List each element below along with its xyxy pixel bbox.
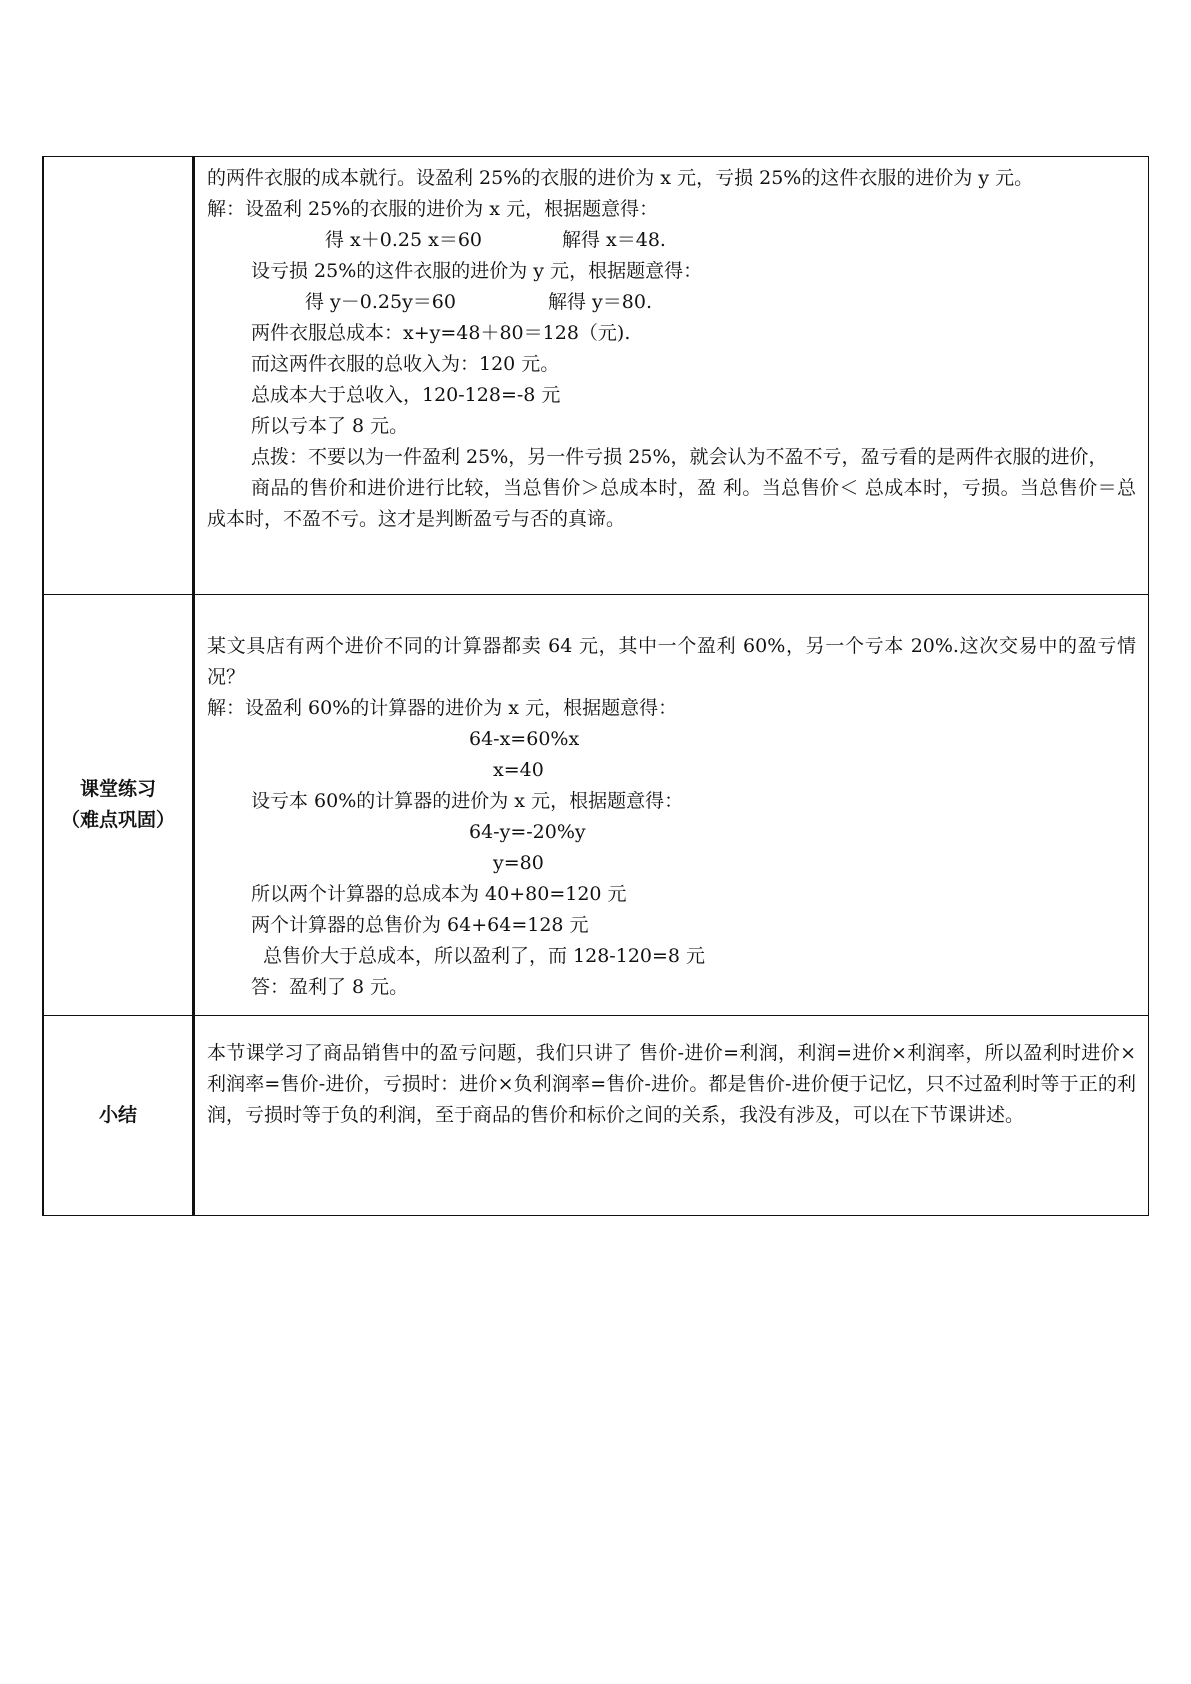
equation-line: 64-x=60%x — [469, 728, 580, 750]
lesson-plan-table — [42, 156, 1149, 1216]
equation-line: 64-y=-20%y — [469, 821, 586, 843]
text-line: 设亏损 25%的这件衣服的进价为 y 元，根据题意得： — [251, 260, 703, 282]
text-line: 解：设盈利 60%的计算器的进价为 x 元，根据题意得： — [207, 697, 678, 719]
answer-line: 答：盈利了 8 元。 — [251, 976, 409, 998]
text-line: 设亏本 60%的计算器的进价为 x 元，根据题意得： — [251, 790, 684, 812]
lesson-plan-page — [42, 156, 1149, 1216]
text-line: 所以亏本了 8 元。 — [251, 415, 409, 437]
text-line: 两件衣服总成本：x+y=48＋80＝128（元). — [251, 322, 631, 344]
summary-text: 本节课学习了商品销售中的盈亏问题，我们只讲了 售价-进价=利润，利润=进价×利润率，所以盈利时进价×利润率=售价-进价，亏损时：进价×负利润率=售价-进价。都是售价-进价便于记忆，只不过盈利时等于正的利润，亏损时等于负的利润，至于商品的售价和标价之间的关系，我没有涉及，可以在下节课讲述。 — [207, 1042, 1136, 1126]
text-line: 而这两件衣服的总收入为：120 元。 — [251, 353, 560, 375]
text-line: 的两件衣服的成本就行。设盈利 25%的衣服的进价为 x 元，亏损 25%的这件衣服的进价为 y 元。 — [207, 167, 1034, 189]
table-row — [43, 157, 1149, 595]
row-label-empty — [43, 157, 194, 595]
text-line: 所以两个计算器的总成本为 40+80=120 元 — [251, 883, 627, 905]
text-line: 两个计算器的总售价为 64+64=128 元 — [251, 914, 589, 936]
equation-line — [207, 225, 1136, 256]
equation: 得 y－0.25y＝60 — [305, 291, 456, 313]
text-line: 总成本大于总收入，120-128=-8 元 — [251, 384, 561, 406]
equation-solution: 解得 y＝80. — [548, 291, 652, 313]
label-line: （难点巩固） — [60, 809, 175, 831]
tip-paragraph: 点拨：不要以为一件盈利 25%，另一件亏损 25%，就会认为不盈不亏，盈亏看的是两件衣服的进价， — [251, 446, 1108, 468]
table-row — [43, 1016, 1149, 1216]
conclusion-paragraph: 商品的售价和进价进行比较，当总售价＞总成本时，盈 利。当总售价＜ 总成本时，亏损。当总售价＝总成本时，不盈不亏。这才是判断盈亏与否的真谛。 — [207, 477, 1136, 530]
text-line: 解：设盈利 25%的衣服的进价为 x 元，根据题意得： — [207, 198, 659, 220]
row-label-summary: 小结 — [43, 1016, 194, 1216]
equation-line: x=40 — [493, 759, 544, 781]
label-line: 课堂练习 — [79, 778, 156, 800]
practice-cell — [194, 595, 1149, 1016]
text-line: 总售价大于总成本，所以盈利了，而 128-120=8 元 — [263, 945, 706, 967]
example-solution-cell — [194, 157, 1149, 595]
problem-text: 某文具店有两个进价不同的计算器都卖 64 元，其中一个盈利 60%，另一个亏本 20%.这次交易中的盈亏情况？ — [207, 635, 1136, 688]
equation: 得 x＋0.25 x＝60 — [325, 229, 482, 251]
equation-line: y=80 — [493, 852, 544, 874]
summary-cell — [194, 1016, 1149, 1216]
equation-line — [207, 287, 1136, 318]
equation-solution: 解得 x＝48. — [562, 229, 666, 251]
table-row — [43, 595, 1149, 1016]
row-label-practice — [43, 595, 194, 1016]
